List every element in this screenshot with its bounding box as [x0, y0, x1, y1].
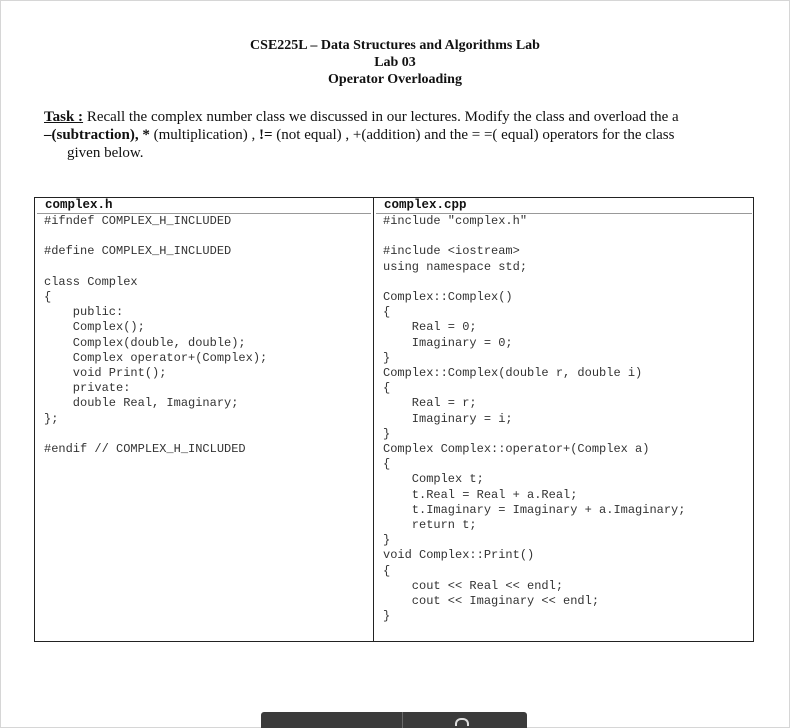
task-line-1: Recall the complex number class we discussed in our lectures. Modify the class and overload the a	[83, 109, 679, 125]
multiplication-operator: *	[138, 127, 154, 143]
toolbar-separator	[402, 712, 403, 728]
subtraction-operator: –(subtraction),	[44, 127, 139, 143]
source-file-column	[374, 198, 754, 641]
header-file-name: complex.h	[45, 198, 113, 212]
task-label: Task :	[44, 109, 84, 125]
lab-number: Lab 03	[374, 55, 416, 70]
multiplication-text: (multiplication) ,	[153, 127, 259, 143]
lab-topic: Operator Overloading	[328, 72, 462, 87]
source-file-name: complex.cpp	[384, 198, 467, 212]
header-file-code: #ifndef COMPLEX_H_INCLUDED #define COMPLEX_H_INCLUDED class Complex { public: Complex(); Complex(double, double); Complex operator+(Complex); void Print(); private: double Real, Imaginary; }; #endif // COMPLEX_H_INCLUDED	[44, 214, 268, 457]
code-table	[34, 197, 754, 642]
viewer-toolbar[interactable]	[261, 712, 527, 728]
toolbar-icon[interactable]	[455, 718, 469, 726]
operators-text: (not equal) , +(addition) and the = =( equal) operators for the class	[272, 127, 675, 143]
task-description	[44, 108, 744, 162]
course-title: CSE225L – Data Structures and Algorithms Lab	[250, 38, 540, 53]
task-line-3: given below.	[67, 145, 144, 161]
source-file-code: #include "complex.h" #include <iostream> using namespace std; Complex::Complex() { Real = 0; Imaginary = 0; } Complex::Complex(double r, double i) { Real = r; Imaginary = i; } Complex Complex::operator+(Complex a) { Complex t; t.Real = Real + a.Real; t.Imaginary = Imaginary + a.Imaginary; return t; } void Complex::Print() { cout << Real << endl; cout << Imaginary << endl; }	[383, 214, 686, 624]
header-file-column	[35, 198, 373, 641]
not-equal-operator: !=	[258, 127, 273, 143]
